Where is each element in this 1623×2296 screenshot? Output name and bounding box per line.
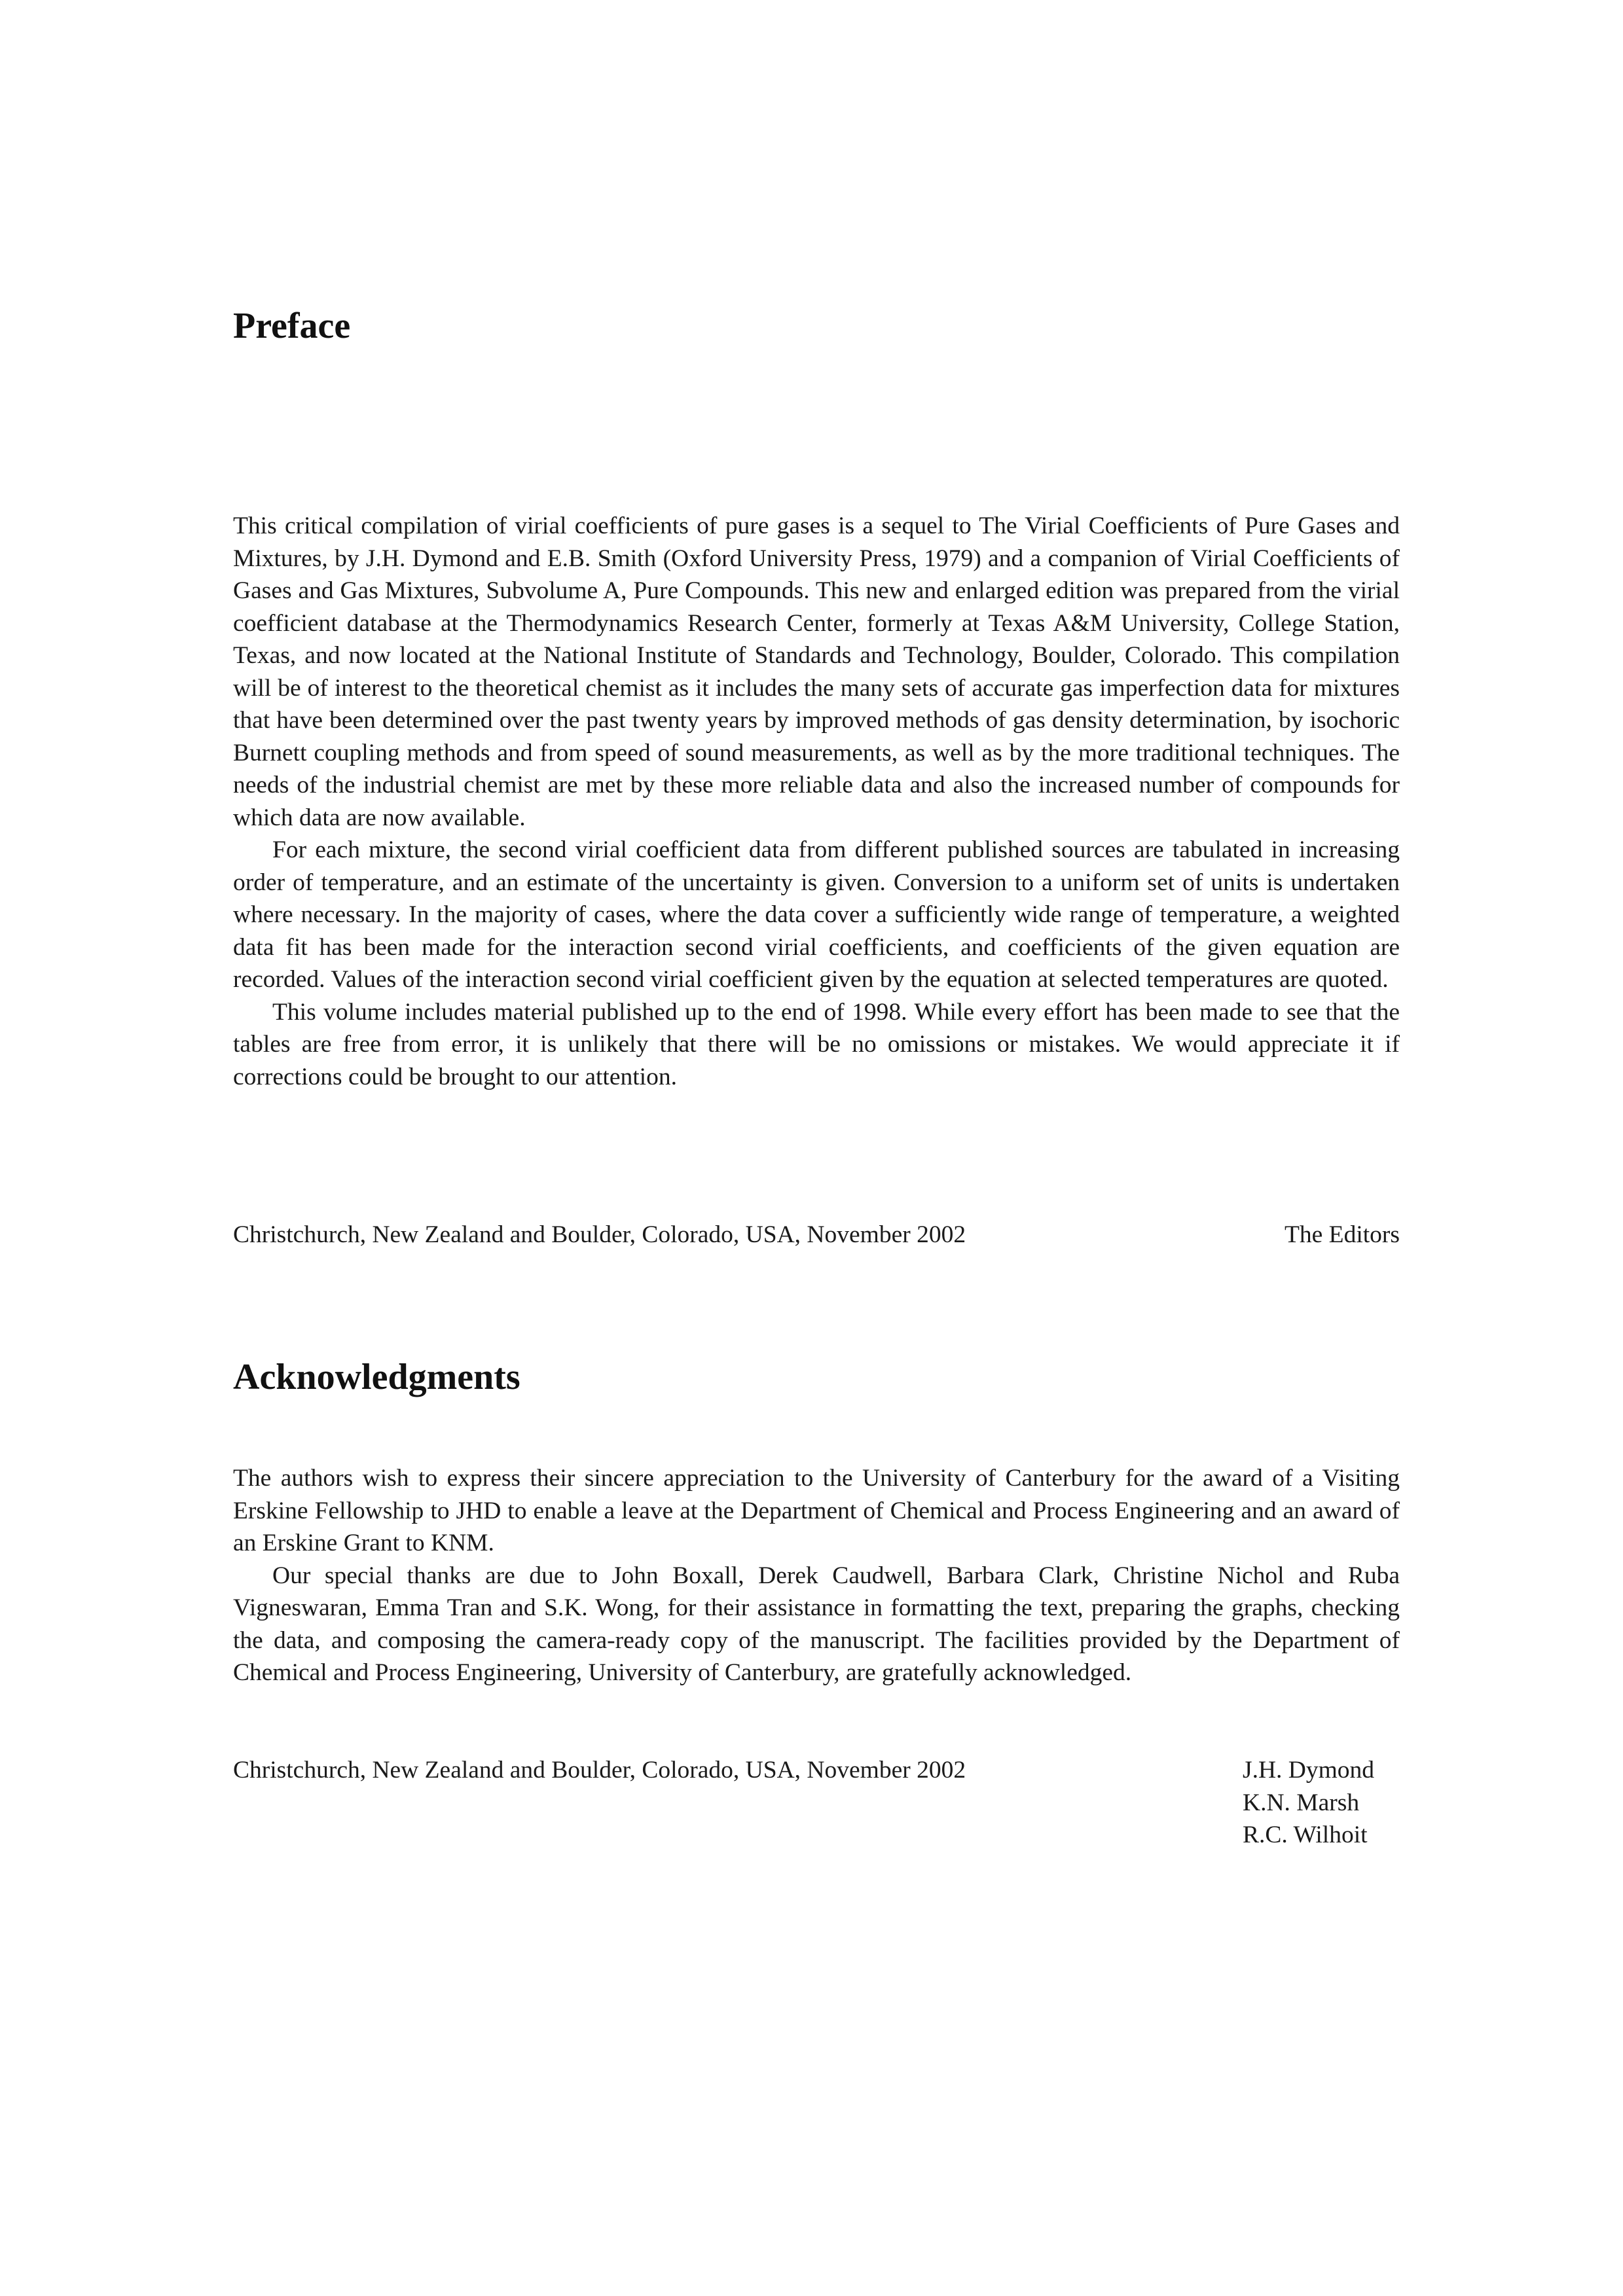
acknowledgments-place-date: Christchurch, New Zealand and Boulder, Colorado, USA, November 2002 — [233, 1757, 966, 1784]
preface-heading: Preface — [233, 306, 351, 346]
preface-paragraph: For each mixture, the second virial coefficient data from different published sources are tabulated in increasing order of temperature, and an estimate of the uncertainty is given. Conversion to a uniform set of units is undertaken where necessary. In the majority of cases, where the data cover a sufficiently wide range of temperature, a weighted data fit has been made for the interaction second virial coefficients, and coefficients of the given equation are recorded. Values of the interaction second virial coefficient given by the equation at selected temperatures are quoted. — [233, 836, 1400, 993]
preface-place-date: Christchurch, New Zealand and Boulder, Colorado, USA, November 2002 — [233, 1221, 966, 1248]
signatory-name: J.H. Dymond — [1243, 1757, 1375, 1784]
preface-paragraph: This critical compilation of virial coefficients of pure gases is a sequel to The Virial Coefficients of Pure Gases and Mixtures, by J.H. Dymond and E.B. Smith (Oxford University Press, 1979) and a companion of Virial Coefficients of Gases and Gas Mixtures, Subvolume A, Pure Compounds. This new and enlarged edition was prepared from the virial coefficient database at the Thermodynamics Research Center, formerly at Texas A&M University, College Station, Texas, and now located at the National Institute of Standards and Technology, Boulder, Colorado. This compilation will be of interest to the theoretical chemist as it includes the many sets of accurate gas imperfection data for mixtures that have been determined over the past twenty years by improved methods of gas density determination, by isochoric Burnett coupling methods and from speed of sound measurements, as well as by the more traditional techniques. The needs of the industrial chemist are met by these more reliable data and also the increased number of compounds for which data are now available. — [233, 512, 1400, 831]
acknowledgments-body — [233, 1462, 1400, 1689]
signatory-list — [1243, 1754, 1374, 1852]
acknowledgments-heading: Acknowledgments — [233, 1357, 520, 1397]
preface-body — [233, 510, 1400, 1093]
preface-signature: The Editors — [1284, 1221, 1400, 1248]
acknowledgments-paragraph: The authors wish to express their sincere appreciation to the University of Canterbury for the award of a Visiting Erskine Fellowship to JHD to enable a leave at the Department of Chemical and Process Engineering and an award of an Erskine Grant to KNM. — [233, 1465, 1400, 1556]
signatory-name: R.C. Wilhoit — [1243, 1821, 1368, 1848]
signatory-name: K.N. Marsh — [1243, 1789, 1360, 1816]
preface-paragraph: This volume includes material published up to the end of 1998. While every effort has been made to see that the tables are free from error, it is unlikely that there will be no omissions or mistakes. We would appreciate it if corrections could be brought to our attention. — [233, 998, 1400, 1090]
acknowledgments-paragraph: Our special thanks are due to John Boxall, Derek Caudwell, Barbara Clark, Christine Nichol and Ruba Vigneswaran, Emma Tran and S.K. Wong, for their assistance in formatting the text, preparing the graphs, checking the data, and composing the camera-ready copy of the manuscript. The facilities provided by the Department of Chemical and Process Engineering, University of Canterbury, are gratefully acknowledged. — [233, 1562, 1400, 1686]
